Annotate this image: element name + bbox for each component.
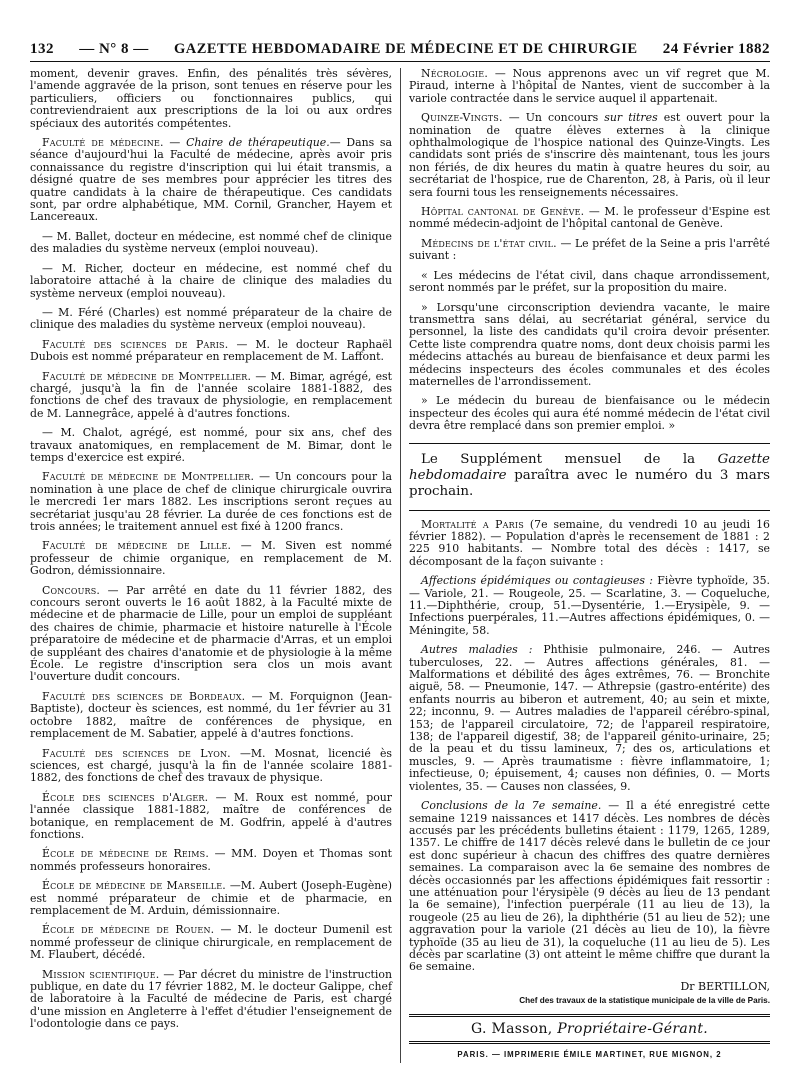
section-heading: Faculté de médecine de Montpellier. <box>42 470 255 484</box>
paragraph-body: — M. le docteur Raphaël Dubois est nommé préparateur en remplacement de M. Laffont. <box>30 337 392 364</box>
paragraph-body: — Par décret du ministre de l'instruction publique, en date du 17 février 1882, M. le docteur Galippe, chef de laboratoire à la Faculté de médecine de Paris, est chargé d'une mission en Angleterre à l'effet d'étudier l'enseignement de l'odontologie dans ce pays. <box>30 967 392 1031</box>
printer-line: PARIS. — IMPRIMERIE ÉMILE MARTINET, RUE MIGNON, 2 <box>457 1050 722 1059</box>
notice-text: paraîtra avec le numéro du 3 mars prochain. <box>409 467 770 499</box>
supplement-notice <box>409 452 770 500</box>
paragraph <box>30 924 392 961</box>
section-heading: Faculté des sciences de Paris. <box>42 337 229 351</box>
paragraph-body: — Un concours <box>508 111 599 125</box>
paragraph <box>30 880 392 917</box>
section-heading: École des sciences d'Alger. <box>42 790 209 804</box>
section-heading: École de médecine de Marseille. <box>42 879 226 893</box>
paragraph <box>30 339 392 364</box>
paragraph: — M. Chalot, agrégé, est nommé, pour six ans, chef des travaux anatomiques, en remplacement de M. Bimar, dont le temps d'exercice est expiré. <box>30 426 392 464</box>
paragraph <box>409 644 770 793</box>
paragraph-body: — Il a été enregistré cette semaine 1219 naissances et 1417 décès. Les nombres de décès accusés par les précédents bulletins étaient : 1179, 1265, 1289, 1357. Le chiffre de 1417 décès relevé dans le bulletin de ce jour est donc supérieur à chacun des chiffres des quatre dernières semaines. La comparaison avec la 6e semaine des nombres de décès occasionnés par les affections épidémiques fait ressortir : une atténuation pour l'érysipèle (9 décès au lieu de 13 pendant la 6e semaine), l'infection puerpérale (11 au lieu de 13), la rougeole (25 au lieu de 26), la diphthérie (51 au lieu de 52); une aggravation pour la variole (21 décès au lieu de 10), la fièvre typhoïde (35 au lieu de 31), la coqueluche (11 au lieu de 5). Les décès par scarlatine (3) ont atteint le même chiffre que durant la 6e semaine. <box>409 799 770 974</box>
paragraph-body: — Nous apprenons avec un vif regret que M. Piraud, interne à l'hôpital de Nantes, vient de succomber à la variole contractée dans le service auquel il appartenait. <box>409 68 770 105</box>
paragraph <box>30 585 392 684</box>
issue-number: — N° 8 — <box>79 41 149 57</box>
section-heading: Faculté de médecine de Lille. <box>42 539 232 553</box>
paragraph-body: — M. Siven est nommé professeur de chimie organique, en remplacement de M. Godron, démissionnaire. <box>30 539 392 578</box>
paragraph <box>30 792 392 842</box>
section-heading: Faculté des sciences de Bordeaux. <box>42 689 246 703</box>
paragraph-body: est ouvert pour la nomination de quatre élèves externes à la clinique ophthalmologique de l'hospice national des Quinze-Vingts. Les candidats sont priés de s'inscrire dès maintenant, tous les jours non fériés, de dix heures du matin à quatre heures du soir, au secrétariat de l'hospice, rue de Charenton, 28, à Paris, où il leur sera fourni tous les renseignements nécessaires. <box>409 111 770 199</box>
right-column <box>400 68 770 1063</box>
paragraph-body: — MM. Doyen et Thomas sont nommés professeurs honoraires. <box>30 847 392 873</box>
paragraph-body: Fièvre typhoïde, 35. — Variole, 21. — Rougeole, 25. — Scarlatine, 3. — Coqueluche, 11.—Diphthérie, croup, 51.—Dysentérie, 1.—Erysipèle, 9. — Infections puerpérales, 11.—Autres affections épidémiques, 0. — Méningite, 58. <box>409 574 770 637</box>
paragraph-body: — M. Bimar, agrégé, est chargé, jusqu'à la fin de l'année scolaire 1881-1882, des fonctions de chef des travaux de physiologie, en remplacement de M. Lannegrâce, appelé à d'autres fonctions. <box>30 369 392 420</box>
paragraph <box>409 575 770 637</box>
signature: Dr BERTILLON, <box>680 979 770 993</box>
newspaper-page <box>30 36 770 1066</box>
italic-heading: Conclusions de la 7e semaine. <box>421 799 602 813</box>
paragraph-body: — M. Forquignon (Jean-Baptiste), docteur ès sciences, est nommé, du 1er février au 31 octobre 1882, maître de conférences de physique, en remplacement de M. Sabatier, appelé à d'autres fonctions. <box>30 689 393 741</box>
paragraph <box>30 848 392 873</box>
page-number: 132 <box>30 41 54 57</box>
paragraph: Faculté de médecine. — Chaire de thérapeutique.— Dans sa séance d'aujourd'hui la Faculté de médecine, après avoir pris connaissance du registre d'inscription qui lui était transmis, a désigné quatre de ses membres pour apprécier les titres des quatre candidats à la chaire de thérapeutique. Ces candidats sont, par ordre alphabétique, MM. Cornil, Grancher, Hayem et Lancereaux. <box>30 136 393 224</box>
quote-paragraph: « Les médecins de l'état civil, dans chaque arrondissement, seront nommés par le préfet, sur la proposition du maire. <box>409 268 770 295</box>
paragraph <box>30 969 392 1031</box>
divider <box>409 510 770 511</box>
paragraph-body: — M. le professeur d'Espine est nommé médecin-adjoint de l'hôpital cantonal de Genève. <box>409 205 770 231</box>
paragraph-body: (7e semaine, du vendredi 10 au jeudi 16 février 1882). — Population d'après le recensement de 1881 : 2 225 910 habitants. — Nombre total des décès : 1417, se décomposant de la façon suivante : <box>409 517 770 568</box>
page-header <box>30 36 770 62</box>
section-heading: Faculté de médecine de Montpellier. <box>42 369 252 383</box>
left-column <box>30 68 400 1063</box>
paragraph: — M. Richer, docteur en médecine, est nommé chef du laboratoire attaché à la chaire de clinique des maladies du système nerveux (emploi nouveau). <box>30 261 392 300</box>
paragraph <box>409 519 770 569</box>
section-heading: Concours. <box>42 583 101 597</box>
divider <box>409 1041 770 1044</box>
article-columns <box>30 68 770 1063</box>
italic-heading: Affections épidémiques ou contagieuses : <box>421 574 653 588</box>
section-heading: Médecins de l'état civil. <box>421 236 557 250</box>
section-heading: Mission scientifique. <box>42 967 160 981</box>
italic-heading: Chaire de thérapeutique. <box>186 136 330 150</box>
paragraph-body: — Par arrêté en date du 11 février 1882, des concours seront ouverts le 16 août 1882, à la Faculté mixte de médecine et de pharmacie de Lille, pour un emploi de suppléant des chaires de chimie, pharmacie et histoire naturelle à l'École préparatoire de médecine et de pharmacie d'Arras, et un emploi de suppléant des chaires d'anatomie et de physiologie à la même École. Le registre d'inscription sera clos un mois avant l'ouverture dudit concours. <box>30 583 392 684</box>
paragraph-body: —M. Aubert (Joseph-Eugène) est nommé préparateur de chimie et de pharmacie, en remplacement de M. Arduin, démissionnaire. <box>30 879 392 917</box>
paragraph <box>30 371 392 421</box>
publisher-title: Propriétaire-Gérant. <box>557 1020 708 1037</box>
paragraph: — M. Féré (Charles) est nommé préparateur de la chaire de clinique des maladies du système nerveux (emploi nouveau). <box>30 305 392 332</box>
notice-text: Le Supplément mensuel de la <box>421 451 696 467</box>
divider <box>409 443 770 444</box>
paragraph <box>409 68 770 105</box>
paragraph-body: — Le préfet de la Seine a pris l'arrêté suivant : <box>409 236 770 263</box>
signature-title: Chef des travaux de la statistique municipale de la ville de Paris. <box>519 996 770 1006</box>
paragraph-body: — Un concours pour la nomination à une place de chef de clinique chirurgicale ouvrira le mercredi 1er mars 1882. Les inscriptions seront reçues au secrétariat jusqu'au 28 février. La durée de ces fonctions est de trois années; le traitement annuel est fixé à 1200 francs. <box>30 470 392 533</box>
paragraph <box>409 800 770 974</box>
paragraph: moment, devenir graves. Enfin, des pénalités très sévères, l'amende aggravée de la prison, sont tenues en réserve pour les particuliers, officiers ou fonctionnaires publics, qui contreviendraient aux prescriptions de la loi ou aux ordres spéciaux des autorités compétentes. <box>30 68 392 130</box>
paragraph <box>30 471 392 533</box>
paragraph <box>409 206 770 231</box>
paragraph-body: —M. Mosnat, licencié ès sciences, est chargé, jusqu'à la fin de l'année scolaire 1881-1882, des fonctions de chef des travaux de physique. <box>30 746 392 785</box>
italic-text: sur titres <box>604 111 658 125</box>
section-heading: Faculté de médecine. <box>42 136 164 150</box>
section-heading: Mortalité a Paris <box>421 517 524 531</box>
section-heading: Quinze-Vingts. <box>421 111 503 125</box>
paragraph-body: Phthisie pulmonaire, 246. — Autres tuberculoses, 22. — Autres affections générales, 81. — Malformations et débilité des âges extrêmes, 76. — Bronchite aiguë, 58. — Pneumonie, 147. — Athrepsie (gastro-entérite) des enfants nourris au biberon et autrement, 40; au sein et mixte, 22; inconnu, 9. — Autres maladies de l'appareil cérébro-spinal, 153; de l'appareil circulatoire, 72; de l'appareil respiratoire, 138; de l'appareil digestif, 38; de l'appareil génito-urinaire, 25; de la peau et du tissu lamineux, 7; des os, articulations et muscles, 9. — Après traumatisme : fièvre inflammatoire, 1; infectieuse, 0; épuisement, 4; causes non définies, 0. — Morts violentes, 35. — Causes non classées, 9. <box>409 643 770 793</box>
paragraph-body: — M. le docteur Dumenil est nommé professeur de clinique chirurgicale, en remplacement de M. Flaubert, décédé. <box>30 923 392 962</box>
quote-paragraph: » Le médecin du bureau de bienfaisance ou le médecin inspecteur des écoles qui aura été nommé médecin de l'état civil devra être remplacé dans son premier emploi. » <box>409 394 770 433</box>
publisher-line <box>409 1020 770 1037</box>
paragraph <box>30 540 392 577</box>
section-heading: École de médecine de Rouen. <box>42 923 215 937</box>
italic-heading: Autres maladies : <box>421 643 533 657</box>
paragraph <box>409 112 770 199</box>
paragraph: — M. Ballet, docteur en médecine, est nommé chef de clinique des maladies du système nerveux (emploi nouveau). <box>30 229 392 256</box>
publisher-name: G. Masson, <box>470 1020 553 1037</box>
notice-italic: Gazette hebdomadaire <box>409 451 770 483</box>
section-heading: Faculté des sciences de Lyon. <box>42 746 231 760</box>
divider <box>409 1014 770 1017</box>
paragraph <box>30 691 392 741</box>
paragraph <box>409 238 770 263</box>
section-heading: École de médecine de Reims. <box>42 847 209 861</box>
paragraph-body: Dans sa séance d'aujourd'hui la Faculté de médecine, après avoir pris connaissance du registre d'inscription qui lui était transmis, a désigné quatre de ses membres pour apprécier les titres des quatre candidats à la chaire de thérapeutique. Ces candidats sont, par ordre alphabétique, MM. Cornil, Grancher, Hayem et Lancereaux. <box>30 136 393 224</box>
issue-date: 24 Février 1882 <box>662 41 770 57</box>
section-heading: Nécrologie. <box>421 68 488 80</box>
journal-title: GAZETTE HEBDOMADAIRE DE MÉDECINE ET DE CHIRURGIE <box>173 41 638 57</box>
quote-paragraph: » Lorsqu'une circonscription deviendra vacante, le maire transmettra sans délai, au secrétariat général, service du personnel, la liste des candidats qu'il croira devoir présenter. Cette liste comprendra quatre noms, dont deux choisis parmi les médecins attachés au bureau de bienfaisance et deux parmi les médecins inspecteurs des écoles communales et des écoles maternelles de l'arrondissement. <box>409 300 770 388</box>
paragraph-body: — M. Roux est nommé, pour l'année classique 1881-1882, maître de conférences de botanique, en remplacement de M. Godfrin, appelé à d'autres fonctions. <box>30 790 392 841</box>
section-heading: Hôpital cantonal de Genève. <box>421 205 585 219</box>
paragraph <box>30 748 392 785</box>
